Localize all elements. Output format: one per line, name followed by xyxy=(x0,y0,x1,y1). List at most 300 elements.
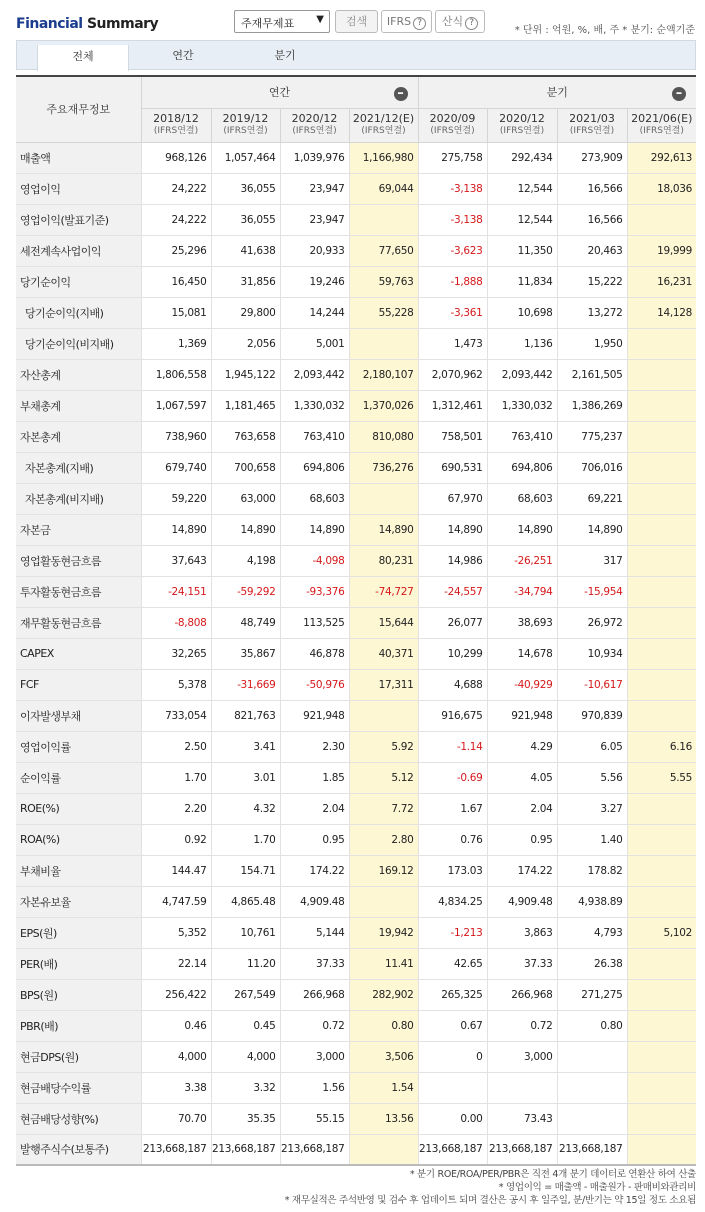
column-header xyxy=(280,108,349,142)
row-header-label: 주요재무정보 xyxy=(16,76,141,142)
table-cell: 26,077 xyxy=(418,607,487,638)
table-cell: 0.46 xyxy=(141,1010,211,1041)
table-cell: -3,361 xyxy=(418,297,487,328)
row-label: 현금DPS(원) xyxy=(16,1041,141,1072)
table-row xyxy=(16,638,696,669)
table-row xyxy=(16,886,696,917)
group-annual-label: 연간 xyxy=(268,86,291,100)
table-cell: -3,138 xyxy=(418,204,487,235)
table-cell: 213,668,187 xyxy=(557,1134,627,1165)
table-cell: -59,292 xyxy=(211,576,280,607)
table-cell: -1,888 xyxy=(418,266,487,297)
table-cell: 19,999 xyxy=(627,235,696,266)
table-cell: 59,220 xyxy=(141,483,211,514)
table-cell: 5,102 xyxy=(627,917,696,948)
row-label: 매출액 xyxy=(16,142,141,173)
table-cell: 266,968 xyxy=(280,979,349,1010)
table-cell: 2,161,505 xyxy=(557,359,627,390)
formula-label: 산식 xyxy=(441,15,464,28)
table-cell xyxy=(627,669,696,700)
table-cell: 4,793 xyxy=(557,917,627,948)
table-cell: -8,808 xyxy=(141,607,211,638)
table-cell: 12,544 xyxy=(487,204,557,235)
table-cell: 213,668,187 xyxy=(418,1134,487,1165)
table-cell xyxy=(627,390,696,421)
title-financial: Financial xyxy=(16,16,83,32)
row-label: 영업활동현금흐름 xyxy=(16,545,141,576)
table-cell: 1,945,122 xyxy=(211,359,280,390)
table-cell: 10,761 xyxy=(211,917,280,948)
table-cell: 15,081 xyxy=(141,297,211,328)
table-cell: 0.95 xyxy=(487,824,557,855)
table-cell xyxy=(627,793,696,824)
table-cell: -50,976 xyxy=(280,669,349,700)
table-cell: 265,325 xyxy=(418,979,487,1010)
table-row xyxy=(16,173,696,204)
table-cell: 267,549 xyxy=(211,979,280,1010)
row-label: 영업이익률 xyxy=(16,731,141,762)
table-cell: 3.32 xyxy=(211,1072,280,1103)
table-cell: 68,603 xyxy=(280,483,349,514)
table-cell xyxy=(627,700,696,731)
table-row xyxy=(16,948,696,979)
table-cell: 921,948 xyxy=(487,700,557,731)
table-row xyxy=(16,421,696,452)
table-cell: 273,909 xyxy=(557,142,627,173)
column-period: 2020/09 xyxy=(429,112,476,125)
table-row xyxy=(16,204,696,235)
page-header xyxy=(0,0,705,40)
table-row xyxy=(16,142,696,173)
table-row xyxy=(16,390,696,421)
column-basis: (IFRS연결) xyxy=(430,126,475,136)
column-header xyxy=(487,108,557,142)
table-row xyxy=(16,483,696,514)
row-label: 부채총계 xyxy=(16,390,141,421)
table-cell: 13,272 xyxy=(557,297,627,328)
table-cell: 5,144 xyxy=(280,917,349,948)
table-row xyxy=(16,762,696,793)
table-cell: 55,228 xyxy=(349,297,418,328)
table-cell: 810,080 xyxy=(349,421,418,452)
table-row xyxy=(16,359,696,390)
column-header xyxy=(418,108,487,142)
table-cell: 292,613 xyxy=(627,142,696,173)
table-cell: 1.54 xyxy=(349,1072,418,1103)
table-cell: 282,902 xyxy=(349,979,418,1010)
row-label: PER(배) xyxy=(16,948,141,979)
row-label: 부채비율 xyxy=(16,855,141,886)
table-cell: 2,093,442 xyxy=(487,359,557,390)
table-cell: 80,231 xyxy=(349,545,418,576)
table-cell: 1,181,465 xyxy=(211,390,280,421)
row-label: 당기순이익(비지배) xyxy=(16,328,141,359)
table-cell: -26,251 xyxy=(487,545,557,576)
table-cell: 4,909.48 xyxy=(487,886,557,917)
table-cell xyxy=(627,607,696,638)
table-row xyxy=(16,297,696,328)
row-label: 당기순이익(지배) xyxy=(16,297,141,328)
column-period: 2021/12(E) xyxy=(352,112,415,125)
table-cell: 694,806 xyxy=(280,452,349,483)
page-title xyxy=(16,16,158,32)
table-cell: 4.32 xyxy=(211,793,280,824)
table-cell: 63,000 xyxy=(211,483,280,514)
table-cell: -10,617 xyxy=(557,669,627,700)
table-cell: 3,000 xyxy=(280,1041,349,1072)
table-cell: 736,276 xyxy=(349,452,418,483)
table-cell: 2.80 xyxy=(349,824,418,855)
table-row xyxy=(16,1041,696,1072)
table-cell: 1,386,269 xyxy=(557,390,627,421)
table-cell: 0.72 xyxy=(487,1010,557,1041)
table-row xyxy=(16,1103,696,1134)
table-row xyxy=(16,328,696,359)
table-cell: 3.41 xyxy=(211,731,280,762)
collapse-icon[interactable]: – xyxy=(394,87,408,101)
table-cell: 14,244 xyxy=(280,297,349,328)
table-cell: 0.67 xyxy=(418,1010,487,1041)
table-cell: 4,688 xyxy=(418,669,487,700)
table-cell: 1.40 xyxy=(557,824,627,855)
table-cell xyxy=(557,1103,627,1134)
column-basis: (IFRS연결) xyxy=(153,126,199,136)
footnote: * 영업이익 = 매출액 - 매출원가 - 판매비와관리비 xyxy=(498,1182,696,1193)
table-cell: 14,986 xyxy=(418,545,487,576)
ifrs-label: IFRS xyxy=(386,15,412,28)
formula-help-button[interactable] xyxy=(435,10,485,33)
table-cell: 67,970 xyxy=(418,483,487,514)
table-cell: 24,222 xyxy=(141,204,211,235)
table-cell: 0.45 xyxy=(211,1010,280,1041)
table-cell: 213,668,187 xyxy=(280,1134,349,1165)
group-header-annual xyxy=(141,76,418,108)
table-cell: -24,151 xyxy=(141,576,211,607)
table-cell: -0.69 xyxy=(418,762,487,793)
table-row xyxy=(16,452,696,483)
table-cell: 5.56 xyxy=(557,762,627,793)
table-cell: -40,929 xyxy=(487,669,557,700)
row-label: 자본유보율 xyxy=(16,886,141,917)
table-cell: 5,378 xyxy=(141,669,211,700)
table-cell: 154.71 xyxy=(211,855,280,886)
table-cell: 55.15 xyxy=(280,1103,349,1134)
table-cell: 738,960 xyxy=(141,421,211,452)
row-label: 발행주식수(보통주) xyxy=(16,1134,141,1165)
table-cell: 14,890 xyxy=(557,514,627,545)
table-row xyxy=(16,235,696,266)
table-cell: 37.33 xyxy=(487,948,557,979)
table-cell: 22.14 xyxy=(141,948,211,979)
row-label: 자산총계 xyxy=(16,359,141,390)
column-period: 2021/03 xyxy=(569,112,615,125)
table-cell xyxy=(627,1134,696,1165)
table-cell: 174.22 xyxy=(487,855,557,886)
table-cell: 5,001 xyxy=(280,328,349,359)
column-period: 2020/12 xyxy=(291,112,338,125)
table-cell: 1,370,026 xyxy=(349,390,418,421)
search-button[interactable]: 검색 xyxy=(335,10,378,33)
table-cell: 14,890 xyxy=(418,514,487,545)
table-cell: 37,643 xyxy=(141,545,211,576)
table-cell xyxy=(627,979,696,1010)
table-cell: 0.80 xyxy=(557,1010,627,1041)
column-basis: (IFRS연결) xyxy=(292,126,337,136)
table-cell: 3,863 xyxy=(487,917,557,948)
table-cell: 46,878 xyxy=(280,638,349,669)
group-header-quarter xyxy=(418,76,696,108)
table-cell: 4.29 xyxy=(487,731,557,762)
table-cell: 2.20 xyxy=(141,793,211,824)
table-cell: 0.92 xyxy=(141,824,211,855)
column-basis: (IFRS연결) xyxy=(223,126,268,136)
table-cell: 4,909.48 xyxy=(280,886,349,917)
column-header xyxy=(141,108,211,142)
table-cell xyxy=(487,1072,557,1103)
tab-all[interactable]: 전체 xyxy=(37,45,129,71)
table-row xyxy=(16,793,696,824)
table-cell: 5,352 xyxy=(141,917,211,948)
table-cell: 763,410 xyxy=(487,421,557,452)
column-period: 2018/12 xyxy=(153,112,199,125)
table-cell: 1,166,980 xyxy=(349,142,418,173)
table-cell: 59,763 xyxy=(349,266,418,297)
table-cell: 25,296 xyxy=(141,235,211,266)
table-cell: 4,198 xyxy=(211,545,280,576)
table-cell xyxy=(627,359,696,390)
table-cell: 758,501 xyxy=(418,421,487,452)
table-cell: 1,057,464 xyxy=(211,142,280,173)
table-row xyxy=(16,855,696,886)
table-cell: 1,330,032 xyxy=(280,390,349,421)
column-basis: (IFRS연결) xyxy=(639,126,684,136)
table-cell: 35.35 xyxy=(211,1103,280,1134)
tab-quarter[interactable]: 분기 xyxy=(274,49,296,62)
table-cell xyxy=(627,855,696,886)
table-cell: 679,740 xyxy=(141,452,211,483)
table-cell: 1,473 xyxy=(418,328,487,359)
row-label: 영업이익 xyxy=(16,173,141,204)
table-row xyxy=(16,576,696,607)
table-row xyxy=(16,545,696,576)
table-row xyxy=(16,1010,696,1041)
column-basis: (IFRS연결) xyxy=(499,126,545,136)
footnote: * 분기 ROE/ROA/PER/PBR은 직전 4개 분기 데이터로 연환산 하여 산출 xyxy=(409,1169,696,1180)
table-cell: 19,942 xyxy=(349,917,418,948)
table-cell: 14,890 xyxy=(349,514,418,545)
row-label: 현금배당성향(%) xyxy=(16,1103,141,1134)
row-label: 세전계속사업이익 xyxy=(16,235,141,266)
table-cell: 4,747.59 xyxy=(141,886,211,917)
table-cell: 1,330,032 xyxy=(487,390,557,421)
row-label: 투자활동현금흐름 xyxy=(16,576,141,607)
table-cell: -3,623 xyxy=(418,235,487,266)
table-cell xyxy=(349,204,418,235)
table-cell: 2,070,962 xyxy=(418,359,487,390)
table-cell: 6.05 xyxy=(557,731,627,762)
table-cell: 11.20 xyxy=(211,948,280,979)
title-summary: Summary xyxy=(82,16,159,32)
table-cell: -31,669 xyxy=(211,669,280,700)
table-row xyxy=(16,607,696,638)
table-cell: 23,947 xyxy=(280,173,349,204)
row-label: 현금배당수익률 xyxy=(16,1072,141,1103)
table-cell: 1,950 xyxy=(557,328,627,359)
table-cell: 15,222 xyxy=(557,266,627,297)
table-cell xyxy=(627,1072,696,1103)
group-quarter-label: 분기 xyxy=(546,86,568,100)
table-cell xyxy=(627,545,696,576)
table-cell: 4,834.25 xyxy=(418,886,487,917)
table-cell xyxy=(627,638,696,669)
table-cell xyxy=(557,1041,627,1072)
table-cell: 4.05 xyxy=(487,762,557,793)
table-cell: 916,675 xyxy=(418,700,487,731)
table-cell: 13.56 xyxy=(349,1103,418,1134)
table-cell: 3.01 xyxy=(211,762,280,793)
table-cell: 31,856 xyxy=(211,266,280,297)
row-label: 자본총계(지배) xyxy=(16,452,141,483)
table-cell xyxy=(627,421,696,452)
table-cell: 19,246 xyxy=(280,266,349,297)
table-cell: 14,128 xyxy=(627,297,696,328)
table-cell: 1,806,558 xyxy=(141,359,211,390)
table-row xyxy=(16,917,696,948)
row-label: 당기순이익 xyxy=(16,266,141,297)
table-cell: 2.04 xyxy=(487,793,557,824)
row-label: 자본총계(비지배) xyxy=(16,483,141,514)
table-cell: 12,544 xyxy=(487,173,557,204)
table-cell: 0 xyxy=(418,1041,487,1072)
table-cell: 275,758 xyxy=(418,142,487,173)
table-cell: 0.95 xyxy=(280,824,349,855)
table-cell: 3,506 xyxy=(349,1041,418,1072)
table-row xyxy=(16,669,696,700)
statement-type-select[interactable] xyxy=(234,10,330,33)
table-cell: 174.22 xyxy=(280,855,349,886)
table-cell: 0.76 xyxy=(418,824,487,855)
table-row xyxy=(16,731,696,762)
table-cell: 15,644 xyxy=(349,607,418,638)
table-cell: 1.67 xyxy=(418,793,487,824)
table-cell: 10,934 xyxy=(557,638,627,669)
table-cell: 113,525 xyxy=(280,607,349,638)
table-cell: -1.14 xyxy=(418,731,487,762)
table-cell: 11,834 xyxy=(487,266,557,297)
table-cell xyxy=(627,1103,696,1134)
table-cell: 1,136 xyxy=(487,328,557,359)
row-label: 순이익률 xyxy=(16,762,141,793)
table-cell: 763,410 xyxy=(280,421,349,452)
table-cell: 213,668,187 xyxy=(487,1134,557,1165)
table-row xyxy=(16,1072,696,1103)
table-cell: -15,954 xyxy=(557,576,627,607)
table-cell: 1.70 xyxy=(211,824,280,855)
question-icon: ? xyxy=(413,17,426,30)
table-cell xyxy=(349,1134,418,1165)
table-cell: 3,000 xyxy=(487,1041,557,1072)
table-cell: 968,126 xyxy=(141,142,211,173)
table-cell: 317 xyxy=(557,545,627,576)
table-cell: 32,265 xyxy=(141,638,211,669)
table-cell xyxy=(349,483,418,514)
table-cell xyxy=(418,1072,487,1103)
table-cell: 2.50 xyxy=(141,731,211,762)
table-cell: 26.38 xyxy=(557,948,627,979)
table-cell: 7.72 xyxy=(349,793,418,824)
table-cell: 169.12 xyxy=(349,855,418,886)
table-cell: -3,138 xyxy=(418,173,487,204)
table-cell: 35,867 xyxy=(211,638,280,669)
table-cell: 5.55 xyxy=(627,762,696,793)
table-row xyxy=(16,266,696,297)
table-cell: 2,180,107 xyxy=(349,359,418,390)
financial-summary-table-wrap xyxy=(16,75,696,1166)
table-cell: 11.41 xyxy=(349,948,418,979)
table-cell: 2.04 xyxy=(280,793,349,824)
table-cell: 18,036 xyxy=(627,173,696,204)
tab-annual[interactable]: 연간 xyxy=(172,49,194,62)
footnote: * 재무실적은 주석반영 및 검수 후 업데이트 되며 결산은 공시 후 일주일, 분/반기는 약 15일 정도 소요됨 xyxy=(284,1195,696,1206)
column-header xyxy=(349,108,418,142)
table-cell: 706,016 xyxy=(557,452,627,483)
table-cell: 29,800 xyxy=(211,297,280,328)
table-cell: 690,531 xyxy=(418,452,487,483)
table-cell: 3.38 xyxy=(141,1072,211,1103)
table-cell xyxy=(627,886,696,917)
table-cell: 0.80 xyxy=(349,1010,418,1041)
table-cell: 921,948 xyxy=(280,700,349,731)
table-cell: 16,450 xyxy=(141,266,211,297)
table-cell: 1.70 xyxy=(141,762,211,793)
row-label: 영업이익(발표기준) xyxy=(16,204,141,235)
column-period: 2019/12 xyxy=(222,112,269,125)
table-cell: 16,566 xyxy=(557,173,627,204)
table-cell: 0.72 xyxy=(280,1010,349,1041)
collapse-icon[interactable]: – xyxy=(672,87,686,101)
row-label: PBR(배) xyxy=(16,1010,141,1041)
table-cell: 14,890 xyxy=(141,514,211,545)
table-cell: 42.65 xyxy=(418,948,487,979)
table-cell: 69,221 xyxy=(557,483,627,514)
table-cell: 2.30 xyxy=(280,731,349,762)
table-cell: 292,434 xyxy=(487,142,557,173)
row-label: ROE(%) xyxy=(16,793,141,824)
table-cell: 10,299 xyxy=(418,638,487,669)
table-cell: 14,890 xyxy=(280,514,349,545)
table-cell: 48,749 xyxy=(211,607,280,638)
table-cell xyxy=(627,1010,696,1041)
table-row xyxy=(16,824,696,855)
footnotes xyxy=(285,1168,696,1207)
table-cell: 20,463 xyxy=(557,235,627,266)
table-row xyxy=(16,979,696,1010)
table-cell xyxy=(349,700,418,731)
column-header xyxy=(627,108,696,142)
question-icon: ? xyxy=(465,17,478,30)
row-label: CAPEX xyxy=(16,638,141,669)
column-basis: (IFRS연결) xyxy=(569,126,615,136)
table-cell: 1,039,976 xyxy=(280,142,349,173)
table-cell: 4,938.89 xyxy=(557,886,627,917)
table-cell: 733,054 xyxy=(141,700,211,731)
ifrs-help-button[interactable] xyxy=(381,10,432,33)
table-cell: -4,098 xyxy=(280,545,349,576)
table-cell: 4,000 xyxy=(211,1041,280,1072)
table-cell xyxy=(627,328,696,359)
row-label: BPS(원) xyxy=(16,979,141,1010)
table-cell xyxy=(627,514,696,545)
